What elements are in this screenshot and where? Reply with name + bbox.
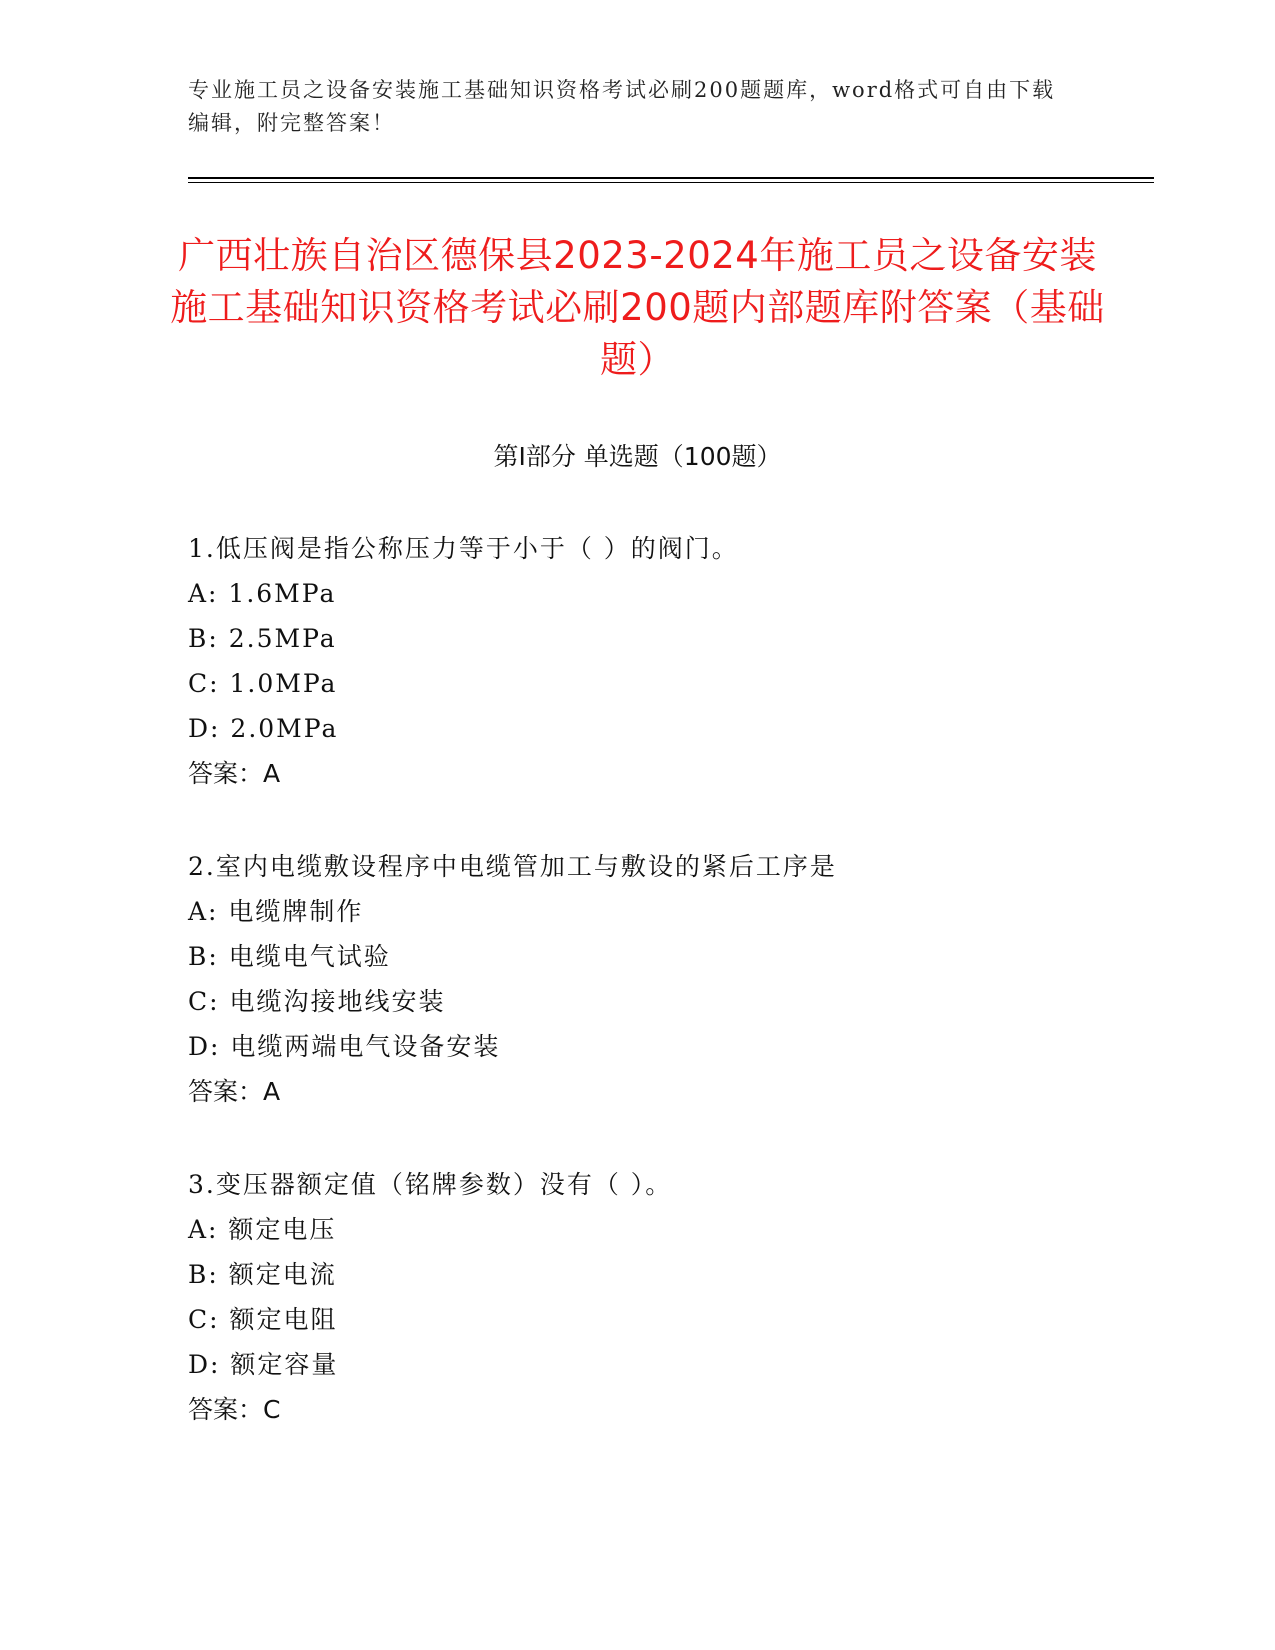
question-stem: 2.室内电缆敷设程序中电缆管加工与敷设的紧后工序是 [188, 852, 837, 881]
question-1 [188, 526, 1088, 796]
question-2 [188, 844, 1088, 1114]
answer: 答案：C [188, 1395, 281, 1424]
question-3 [188, 1162, 1088, 1432]
option-a: A: 1.6MPa [188, 579, 337, 608]
option-d: D: 2.0MPa [188, 714, 339, 743]
document-title: 广西壮族自治区德保县2023-2024年施工员之设备安装施工基础知识资格考试必刷200题内部题库附答案（基础题） [170, 234, 1105, 381]
option-c: C: 额定电阻 [188, 1305, 338, 1334]
option-d: D: 额定容量 [188, 1350, 339, 1379]
question-stem: 1.低压阀是指公称压力等于小于（ ）的阀门。 [188, 534, 739, 563]
header-note: 专业施工员之设备安装施工基础知识资格考试必刷200题题库，word格式可自由下载编辑，附完整答案！ [188, 78, 1056, 135]
answer: 答案：A [188, 1077, 281, 1106]
option-a: A: 电缆牌制作 [188, 897, 364, 926]
header-rule-thin [188, 182, 1154, 183]
question-stem: 3.变压器额定值（铭牌参数）没有（ ）。 [188, 1170, 673, 1199]
section-title: 第I部分 单选题（100题） [493, 442, 782, 471]
option-b: B: 2.5MPa [188, 624, 337, 653]
option-a: A: 额定电压 [188, 1215, 337, 1244]
option-c: C: 1.0MPa [188, 669, 338, 698]
option-b: B: 额定电流 [188, 1260, 337, 1289]
header-rule-thick [188, 177, 1154, 179]
option-c: C: 电缆沟接地线安装 [188, 987, 446, 1016]
option-d: D: 电缆两端电气设备安装 [188, 1032, 501, 1061]
answer: 答案：A [188, 759, 281, 788]
option-b: B: 电缆电气试验 [188, 942, 391, 971]
